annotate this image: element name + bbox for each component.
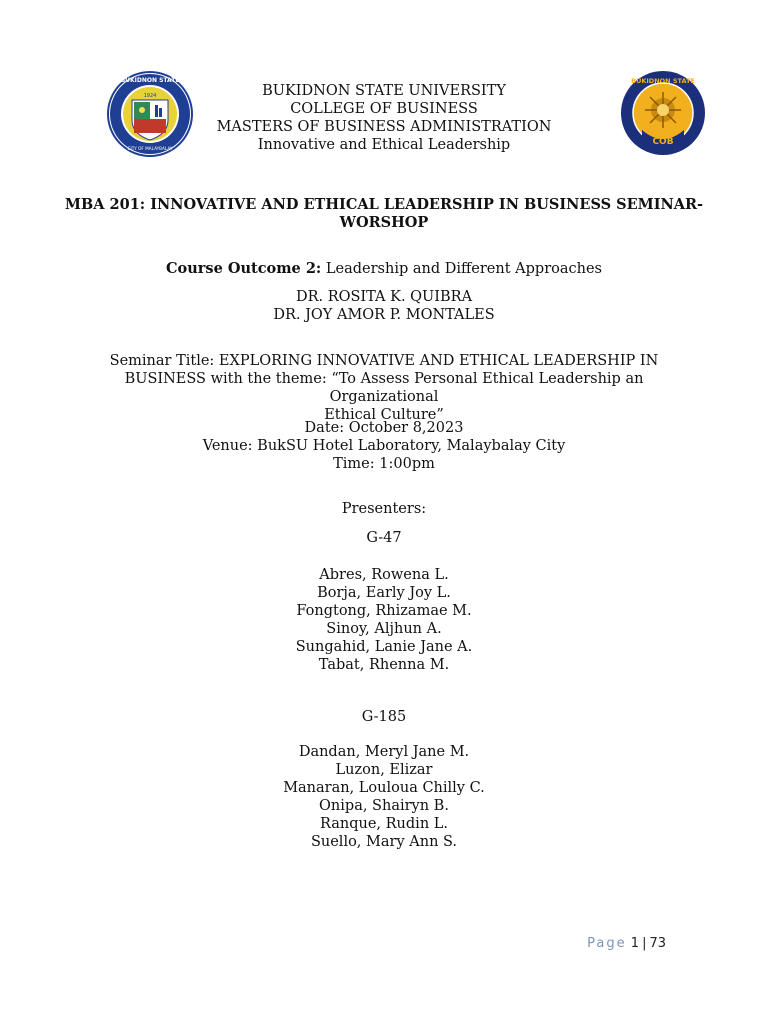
member-name: Onipa, Shairyn B. [319,798,449,814]
course-title-line-1: MBA 201: INNOVATIVE AND ETHICAL LEADERSHIP IN BUSINESS SEMINAR- [64,196,704,213]
member-name: Luzon, Elizar [335,762,433,778]
member-name: Dandan, Meryl Jane M. [298,744,470,760]
course-outcome [0,260,768,278]
event-details [0,419,768,473]
group-members [0,743,768,851]
instructor-name: DR. ROSITA K. QUIBRA [295,289,473,305]
member-name: Sinoy, Aljhun A. [326,621,442,637]
member-name: Borja, Early Joy L. [317,585,451,601]
member-name: Abres, Rowena L. [319,567,449,583]
member-name: Manaran, Louloua Chilly C. [283,780,485,796]
university-name: BUKIDNON STATE UNIVERSITY [262,83,506,99]
instructor-name: DR. JOY AMOR P. MONTALES [273,307,495,323]
page-separator: | [642,936,647,951]
institution-header [0,82,768,154]
member-name: Fongtong, Rhizamae M. [296,603,472,619]
event-date: Date: October 8,2023 [304,420,464,436]
group-name: G-185 [361,709,407,725]
subject-name: Innovative and Ethical Leadership [257,137,511,153]
event-venue: Venue: BukSU Hotel Laboratory, Malaybalay City [202,438,566,454]
group-members [0,566,768,674]
seminar-title-line-3: Ethical Culture” [324,407,444,423]
seminar-title [88,352,680,424]
page-number-footer [587,936,666,951]
group-name: G-47 [366,530,402,546]
svg-text:BUKIDNON STATE: BUKIDNON STATE [631,77,695,85]
instructors [0,288,768,324]
seminar-title-line-1: Seminar Title: EXPLORING INNOVATIVE AND ETHICAL LEADERSHIP IN [109,353,659,369]
program-name: MASTERS OF BUSINESS ADMINISTRATION [216,119,552,135]
course-outcome-text: Leadership and Different Approaches [325,261,602,277]
member-name: Suello, Mary Ann S. [310,834,458,850]
page-word: Page [587,936,627,951]
course-outcome-label: Course Outcome 2: [166,260,322,277]
presenters-heading: Presenters: [341,501,427,517]
svg-text:CITY OF MALAYBALAY: CITY OF MALAYBALAY [127,146,173,151]
svg-text:COB: COB [652,137,674,147]
college-name: COLLEGE OF BUSINESS [290,101,478,117]
member-name: Ranque, Rudin L. [319,816,448,832]
member-name: Sungahid, Lanie Jane A. [295,639,473,655]
svg-text:BUKIDNON STATE: BUKIDNON STATE [120,77,180,84]
svg-text:1924: 1924 [143,93,157,99]
total-pages: 73 [649,936,666,951]
event-time: Time: 1:00pm [333,456,435,472]
course-title-line-2: WORSHOP [339,214,429,231]
page-number: 1 [630,936,640,951]
member-name: Tabat, Rhenna M. [318,657,450,673]
seminar-title-line-2: BUSINESS with the theme: “To Assess Personal Ethical Leadership an Organizational [124,371,644,405]
course-title [0,196,768,232]
